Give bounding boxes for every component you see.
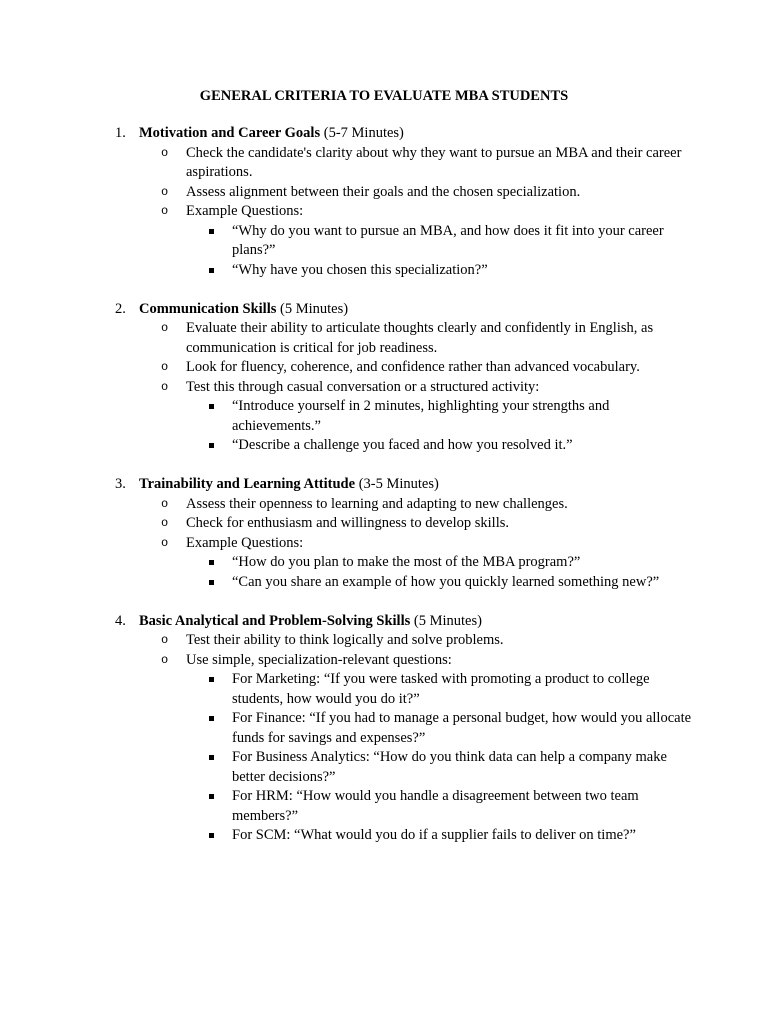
bullet-list	[112, 319, 692, 456]
bullet-list	[112, 144, 692, 281]
list-item	[112, 144, 692, 183]
hollow-bullet-icon: o	[161, 145, 169, 160]
hollow-bullet-icon: o	[161, 516, 169, 530]
list-item	[112, 319, 692, 358]
section-heading	[112, 612, 692, 632]
sub-bullet-text: For Finance: “If you had to manage a personal budget, how would you allocate funds for savings and expenses?”	[232, 710, 692, 746]
bullet-text: Test this through casual conversation or a structured activity:	[186, 378, 540, 395]
list-item	[112, 651, 692, 671]
sub-bullet-list	[112, 397, 692, 456]
criteria-section	[112, 612, 692, 846]
square-bullet-icon	[209, 580, 214, 585]
sub-list-item	[112, 826, 692, 846]
sub-bullet-text: For SCM: “What would you do if a supplier fails to deliver on time?”	[232, 827, 636, 843]
section-title: Communication Skills	[139, 300, 277, 317]
hollow-bullet-icon: o	[161, 321, 169, 335]
bullet-text: Assess their openness to learning and adapting to new challenges.	[186, 495, 568, 512]
list-item	[112, 202, 692, 222]
list-item	[112, 358, 692, 378]
hollow-bullet-icon: o	[161, 204, 169, 218]
criteria-list	[112, 124, 692, 865]
square-bullet-icon	[209, 677, 214, 682]
section-title: Trainability and Learning Attitude	[139, 476, 356, 492]
square-bullet-icon	[209, 833, 214, 838]
list-item	[112, 514, 692, 534]
sub-list-item	[112, 261, 692, 281]
sub-list-item	[112, 670, 692, 709]
hollow-bullet-icon: o	[161, 360, 169, 374]
section-duration: (5 Minutes)	[280, 300, 349, 317]
sub-bullet-text: “Describe a challenge you faced and how you resolved it.”	[232, 437, 573, 453]
square-bullet-icon	[209, 716, 214, 721]
hollow-bullet-icon: o	[161, 633, 169, 647]
sub-bullet-list	[112, 222, 692, 281]
sub-bullet-text: “How do you plan to make the most of the MBA program?”	[232, 554, 581, 570]
bullet-text: Example Questions:	[186, 203, 304, 219]
section-number: 1.	[115, 125, 126, 141]
sub-list-item	[112, 709, 692, 748]
sub-list-item	[112, 436, 692, 456]
sub-bullet-list	[112, 670, 692, 846]
square-bullet-icon	[209, 794, 214, 799]
section-heading	[112, 475, 692, 495]
sub-bullet-text: “Introduce yourself in 2 minutes, highlighting your strengths and achievements.”	[232, 398, 610, 434]
sub-list-item	[112, 748, 692, 787]
sub-list-item	[112, 573, 692, 593]
list-item	[112, 183, 692, 203]
sub-bullet-text: “Why have you chosen this specialization?”	[232, 261, 488, 278]
sub-list-item	[112, 787, 692, 826]
bullet-text: Use simple, specialization-relevant questions:	[186, 651, 452, 668]
sub-bullet-list	[112, 553, 692, 592]
square-bullet-icon	[209, 560, 214, 565]
square-bullet-icon	[209, 443, 214, 448]
criteria-section	[112, 300, 692, 456]
section-title: Motivation and Career Goals	[139, 125, 321, 141]
bullet-text: Look for fluency, coherence, and confidence rather than advanced vocabulary.	[186, 359, 640, 375]
square-bullet-icon	[209, 268, 214, 273]
criteria-section	[112, 475, 692, 592]
bullet-list	[112, 495, 692, 593]
sub-bullet-text: For Marketing: “If you were tasked with promoting a product to college students, how would you do it?”	[232, 671, 650, 707]
section-number: 4.	[115, 612, 126, 629]
list-item	[112, 631, 692, 651]
sub-list-item	[112, 553, 692, 573]
section-number: 2.	[115, 300, 126, 317]
section-duration: (3-5 Minutes)	[358, 476, 439, 492]
bullet-text: Test their ability to think logically and solve problems.	[186, 632, 504, 648]
bullet-text: Check the candidate's clarity about why they want to pursue an MBA and their career aspirations.	[186, 144, 682, 180]
sub-bullet-text: For HRM: “How would you handle a disagreement between two team members?”	[232, 788, 639, 824]
bullet-text: Evaluate their ability to articulate thoughts clearly and confidently in English, as communication is critical for job readiness.	[186, 320, 654, 356]
hollow-bullet-icon: o	[161, 184, 169, 199]
square-bullet-icon	[209, 404, 214, 409]
criteria-section	[112, 124, 692, 280]
square-bullet-icon	[209, 229, 214, 234]
list-item	[112, 534, 692, 554]
section-title: Basic Analytical and Problem-Solving Skills	[139, 612, 411, 629]
section-heading	[112, 124, 692, 144]
sub-list-item	[112, 222, 692, 261]
section-duration: (5 Minutes)	[413, 612, 482, 629]
hollow-bullet-icon: o	[161, 652, 169, 667]
document-title: GENERAL CRITERIA TO EVALUATE MBA STUDENTS	[199, 88, 569, 104]
bullet-text: Example Questions:	[186, 534, 304, 551]
list-item	[112, 378, 692, 398]
section-heading	[112, 300, 692, 320]
bullet-text: Assess alignment between their goals and the chosen specialization.	[186, 183, 581, 200]
section-number: 3.	[115, 476, 126, 492]
bullet-list	[112, 631, 692, 846]
section-duration: (5-7 Minutes)	[323, 125, 404, 141]
sub-list-item	[112, 397, 692, 436]
hollow-bullet-icon: o	[161, 496, 169, 511]
square-bullet-icon	[209, 755, 214, 760]
sub-bullet-text: “Can you share an example of how you quickly learned something new?”	[232, 573, 660, 590]
hollow-bullet-icon: o	[161, 535, 169, 550]
sub-bullet-text: For Business Analytics: “How do you think data can help a company make better decisions?”	[232, 749, 667, 785]
hollow-bullet-icon: o	[161, 379, 169, 394]
list-item	[112, 495, 692, 515]
bullet-text: Check for enthusiasm and willingness to develop skills.	[186, 515, 509, 531]
sub-bullet-text: “Why do you want to pursue an MBA, and how does it fit into your career plans?”	[232, 222, 664, 258]
